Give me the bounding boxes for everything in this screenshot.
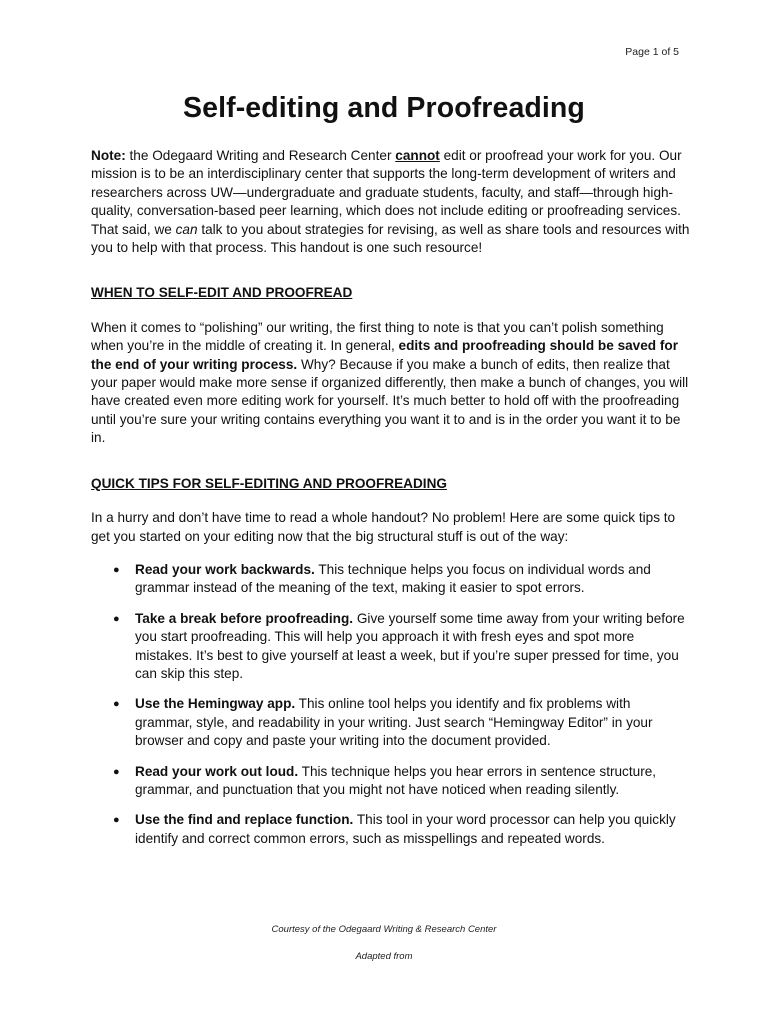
note-text-2: edit or proofread your work for you. Our mission is to be an interdisciplinary center that supports the long-term development of writers and researchers across UW—undergraduate and graduate students, faculty, and staff—through high-quality, conversation-based peer learning, which does not include editing or proofreading services. That said, we (91, 148, 682, 237)
document-title: Self-editing and Proofreading (183, 92, 585, 124)
note-italic: can (175, 221, 198, 237)
list-item (113, 561, 691, 598)
footer-courtesy: Courtesy of the Odegaard Writing & Research Center (271, 924, 497, 935)
list-item (113, 610, 691, 684)
section-when-paragraph (91, 319, 691, 448)
tip-text: This technique helps you hear errors in sentence structure, grammar, and punctuation that you might not have noticed when reading silently. (135, 763, 657, 797)
tip-text: This online tool helps you identify and fix problems with grammar, style, and readability in your writing. Just search “Hemingway Editor” in your browser and copy and paste your writing into the document provided. (135, 696, 653, 749)
note-paragraph (91, 147, 691, 257)
bullet-icon: ● (113, 698, 120, 711)
when-text-2: Why? Because if you make a bunch of edits, then realize that your paper would make more sense if organized differently, then make a bunch of changes, you will have created even more editing work for yourself. It’s much better to hold off with the proofreading until you’re sure your writing contains everything you want it to and is in the order you want it to be in. (91, 356, 689, 446)
section-heading-tips: QUICK TIPS FOR SELF-EDITING AND PROOFREADING (91, 475, 447, 491)
tip-title: Take a break before proofreading. (135, 610, 354, 626)
list-item (113, 695, 691, 750)
note-emphasis: cannot (395, 148, 440, 163)
bullet-icon: ● (113, 765, 120, 778)
tips-list (91, 561, 691, 848)
page-number: Page 1 of 5 (625, 46, 679, 58)
bullet-icon: ● (113, 814, 120, 827)
note-text-1: the Odegaard Writing and Research Center (125, 148, 396, 163)
when-text-1: When it comes to “polishing” our writing, the first thing to note is that you can’t polish something when you’re in the middle of creating it. In general, (91, 319, 664, 354)
tip-text: This technique helps you focus on individual words and grammar instead of the meaning of the text, making it easier to spot errors. (135, 561, 651, 596)
document-body (91, 147, 691, 860)
list-item (113, 811, 691, 848)
list-item (113, 763, 691, 800)
bullet-icon: ● (113, 612, 120, 625)
when-bold: edits and proofreading should be saved for the end of your writing process. (91, 338, 679, 372)
tip-text: This tool in your word processor can help you quickly identify and correct common errors, such as misspellings and repeated words. (135, 812, 676, 846)
bullet-icon: ● (113, 563, 120, 576)
tip-title: Use the Hemingway app. (135, 696, 296, 712)
tip-title: Read your work out loud. (135, 763, 299, 779)
tip-title: Use the find and replace function. (135, 812, 354, 828)
tips-intro: In a hurry and don’t have time to read a whole handout? No problem! Here are some quick tips to get you started on your editing now that the big structural stuff is out of the way: (91, 510, 676, 544)
section-heading-when: WHEN TO SELF-EDIT AND PROOFREAD (91, 285, 353, 301)
note-text-3: talk to you about strategies for revising, as well as share tools and resources with you to help with that process. This handout is one such resource! (91, 221, 690, 256)
tip-title: Read your work backwards. (135, 561, 315, 577)
footer-adapted: Adapted from (355, 951, 413, 962)
tip-text: Give yourself some time away from your writing before you start proofreading. This will help you approach it with fresh eyes and spot more mistakes. It’s best to give yourself at least a week, but if you’re super pressed for time, you can skip this step. (135, 610, 685, 681)
note-label: Note: (91, 148, 126, 163)
